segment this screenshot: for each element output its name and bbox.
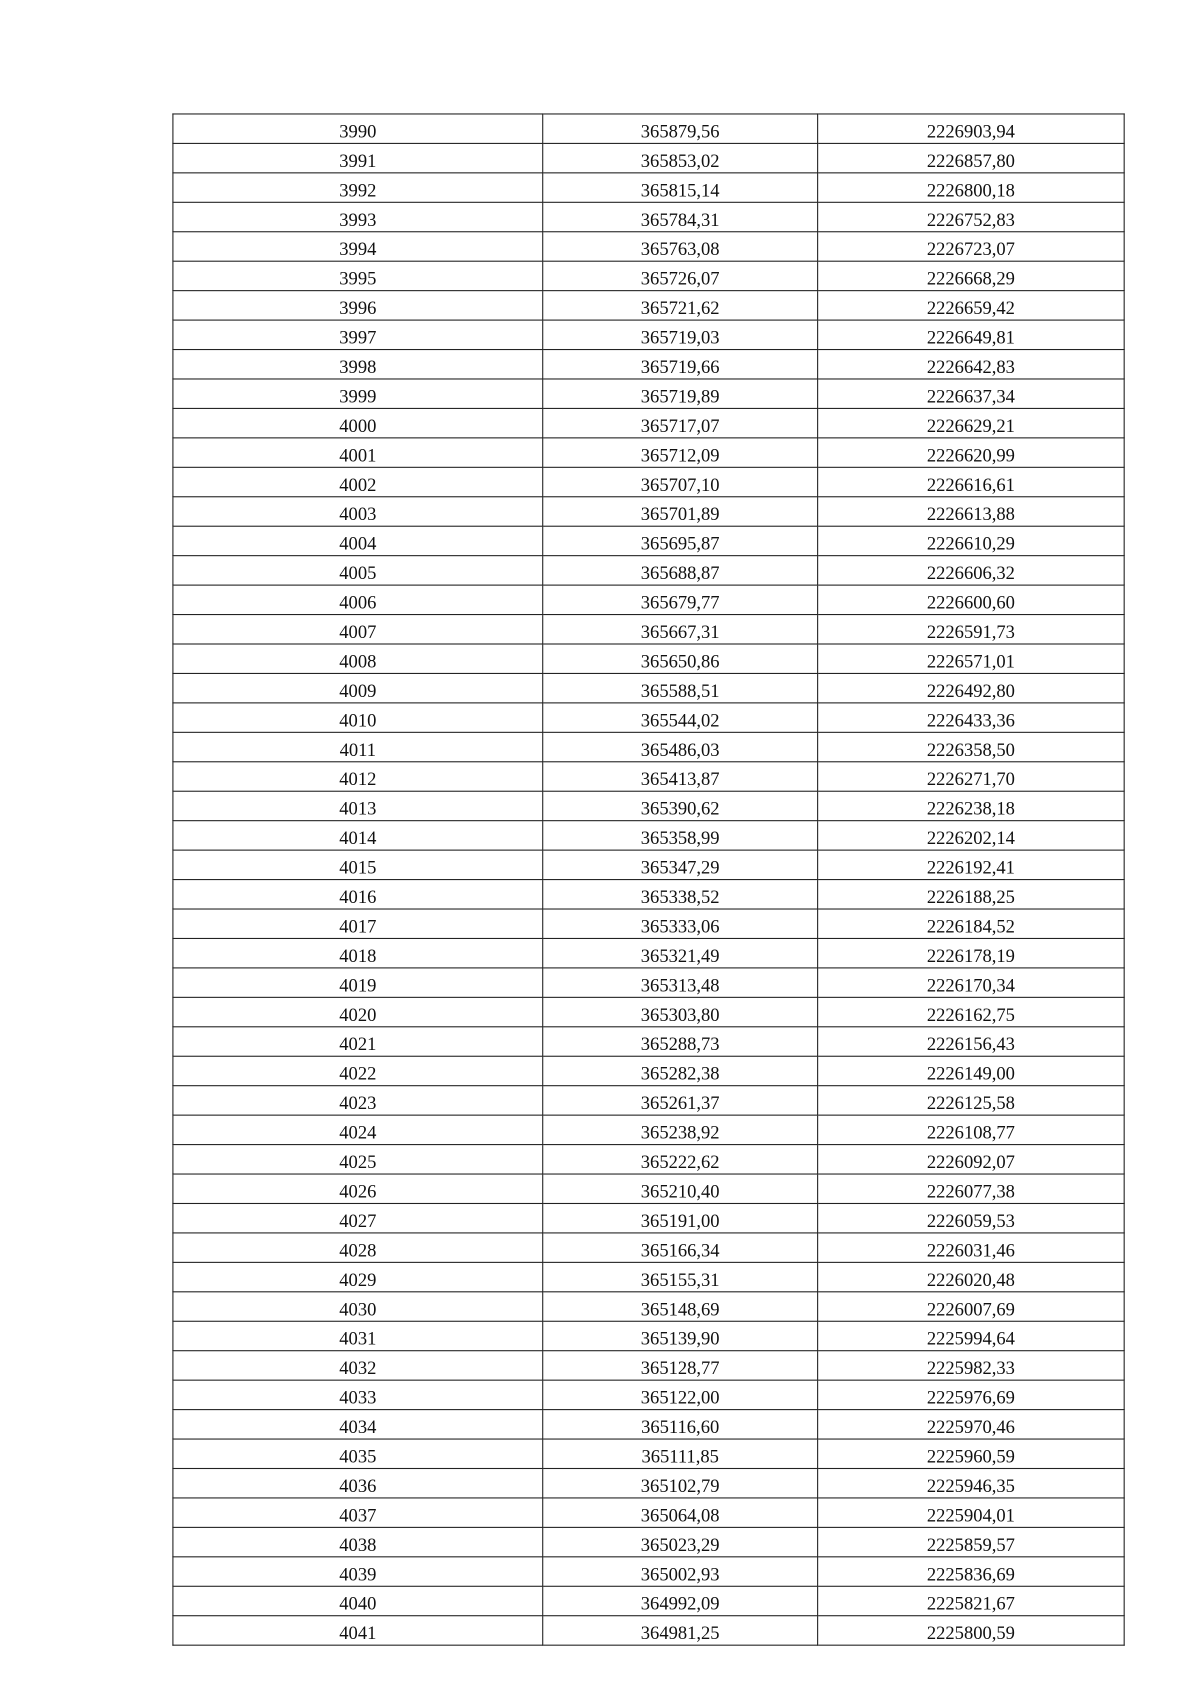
point-number-cell: 4017 xyxy=(173,909,543,938)
table-row xyxy=(173,497,1124,526)
y-coordinate-cell: 2226433,36 xyxy=(818,703,1125,732)
y-coordinate-cell: 2226184,52 xyxy=(818,909,1125,938)
point-number-cell: 4028 xyxy=(173,1233,543,1262)
y-coordinate-cell: 2225982,33 xyxy=(818,1351,1125,1380)
x-coordinate-cell: 365338,52 xyxy=(543,880,818,909)
y-coordinate-cell: 2226271,70 xyxy=(818,762,1125,791)
y-coordinate-cell: 2226162,75 xyxy=(818,997,1125,1026)
point-number-cell: 4027 xyxy=(173,1203,543,1232)
table-row xyxy=(173,938,1124,967)
x-coordinate-cell: 365853,02 xyxy=(543,143,818,172)
y-coordinate-cell: 2225976,69 xyxy=(818,1380,1125,1409)
y-coordinate-cell: 2226723,07 xyxy=(818,232,1125,261)
table-row xyxy=(173,1027,1124,1056)
x-coordinate-cell: 365333,06 xyxy=(543,909,818,938)
y-coordinate-cell: 2226649,81 xyxy=(818,320,1125,349)
table-row xyxy=(173,615,1124,644)
point-number-cell: 3997 xyxy=(173,320,543,349)
x-coordinate-cell: 365719,03 xyxy=(543,320,818,349)
x-coordinate-cell: 365166,34 xyxy=(543,1233,818,1262)
y-coordinate-cell: 2226156,43 xyxy=(818,1027,1125,1056)
y-coordinate-cell: 2226642,83 xyxy=(818,350,1125,379)
y-coordinate-cell: 2226149,00 xyxy=(818,1056,1125,1085)
y-coordinate-cell: 2226800,18 xyxy=(818,173,1125,202)
x-coordinate-cell: 365282,38 xyxy=(543,1056,818,1085)
x-coordinate-cell: 365102,79 xyxy=(543,1468,818,1497)
x-coordinate-cell: 365116,60 xyxy=(543,1410,818,1439)
point-number-cell: 3993 xyxy=(173,202,543,231)
y-coordinate-cell: 2226092,07 xyxy=(818,1145,1125,1174)
point-number-cell: 4001 xyxy=(173,438,543,467)
point-number-cell: 4026 xyxy=(173,1174,543,1203)
x-coordinate-cell: 365002,93 xyxy=(543,1557,818,1586)
x-coordinate-cell: 365413,87 xyxy=(543,762,818,791)
point-number-cell: 4000 xyxy=(173,408,543,437)
x-coordinate-cell: 365701,89 xyxy=(543,497,818,526)
point-number-cell: 4033 xyxy=(173,1380,543,1409)
y-coordinate-cell: 2226125,58 xyxy=(818,1086,1125,1115)
point-number-cell: 4004 xyxy=(173,526,543,555)
point-number-cell: 4019 xyxy=(173,968,543,997)
y-coordinate-cell: 2226591,73 xyxy=(818,615,1125,644)
x-coordinate-cell: 365544,02 xyxy=(543,703,818,732)
table-row xyxy=(173,291,1124,320)
y-coordinate-cell: 2226668,29 xyxy=(818,261,1125,290)
point-number-cell: 4012 xyxy=(173,762,543,791)
point-number-cell: 4031 xyxy=(173,1321,543,1350)
table-row xyxy=(173,1410,1124,1439)
x-coordinate-cell: 365313,48 xyxy=(543,968,818,997)
point-number-cell: 4006 xyxy=(173,585,543,614)
x-coordinate-cell: 365288,73 xyxy=(543,1027,818,1056)
table-row xyxy=(173,1321,1124,1350)
point-number-cell: 4023 xyxy=(173,1086,543,1115)
y-coordinate-cell: 2226629,21 xyxy=(818,408,1125,437)
y-coordinate-cell: 2226571,01 xyxy=(818,644,1125,673)
point-number-cell: 4020 xyxy=(173,997,543,1026)
x-coordinate-cell: 365717,07 xyxy=(543,408,818,437)
point-number-cell: 4030 xyxy=(173,1292,543,1321)
table-row xyxy=(173,232,1124,261)
table-row xyxy=(173,1527,1124,1556)
point-number-cell: 4034 xyxy=(173,1410,543,1439)
y-coordinate-cell: 2226600,60 xyxy=(818,585,1125,614)
table-row xyxy=(173,585,1124,614)
x-coordinate-cell: 365148,69 xyxy=(543,1292,818,1321)
y-coordinate-cell: 2226358,50 xyxy=(818,732,1125,761)
x-coordinate-cell: 365784,31 xyxy=(543,202,818,231)
x-coordinate-cell: 365390,62 xyxy=(543,791,818,820)
table-row xyxy=(173,114,1124,143)
point-number-cell: 4009 xyxy=(173,673,543,702)
table-row xyxy=(173,320,1124,349)
point-number-cell: 3995 xyxy=(173,261,543,290)
table-row xyxy=(173,1616,1124,1645)
x-coordinate-cell: 365719,89 xyxy=(543,379,818,408)
point-number-cell: 4013 xyxy=(173,791,543,820)
point-number-cell: 3990 xyxy=(173,114,543,143)
table-row xyxy=(173,1557,1124,1586)
point-number-cell: 4038 xyxy=(173,1527,543,1556)
x-coordinate-cell: 365763,08 xyxy=(543,232,818,261)
x-coordinate-cell: 365122,00 xyxy=(543,1380,818,1409)
coordinates-table xyxy=(172,113,1124,1645)
y-coordinate-cell: 2226202,14 xyxy=(818,821,1125,850)
table-row xyxy=(173,791,1124,820)
y-coordinate-cell: 2226616,61 xyxy=(818,467,1125,496)
point-number-cell: 4016 xyxy=(173,880,543,909)
y-coordinate-cell: 2226020,48 xyxy=(818,1262,1125,1291)
point-number-cell: 4005 xyxy=(173,556,543,585)
y-coordinate-cell: 2225970,46 xyxy=(818,1410,1125,1439)
x-coordinate-cell: 365191,00 xyxy=(543,1203,818,1232)
y-coordinate-cell: 2226613,88 xyxy=(818,497,1125,526)
y-coordinate-cell: 2226031,46 xyxy=(818,1233,1125,1262)
table-row xyxy=(173,173,1124,202)
table-row xyxy=(173,1086,1124,1115)
x-coordinate-cell: 365815,14 xyxy=(543,173,818,202)
point-number-cell: 3992 xyxy=(173,173,543,202)
point-number-cell: 4018 xyxy=(173,938,543,967)
y-coordinate-cell: 2225904,01 xyxy=(818,1498,1125,1527)
point-number-cell: 4040 xyxy=(173,1586,543,1615)
x-coordinate-cell: 365210,40 xyxy=(543,1174,818,1203)
point-number-cell: 4029 xyxy=(173,1262,543,1291)
table-row xyxy=(173,1439,1124,1468)
y-coordinate-cell: 2225821,67 xyxy=(818,1586,1125,1615)
x-coordinate-cell: 365667,31 xyxy=(543,615,818,644)
table-row xyxy=(173,350,1124,379)
table-row xyxy=(173,1174,1124,1203)
table-row xyxy=(173,762,1124,791)
y-coordinate-cell: 2226752,83 xyxy=(818,202,1125,231)
x-coordinate-cell: 365261,37 xyxy=(543,1086,818,1115)
point-number-cell: 3998 xyxy=(173,350,543,379)
y-coordinate-cell: 2226637,34 xyxy=(818,379,1125,408)
point-number-cell: 4024 xyxy=(173,1115,543,1144)
table-row xyxy=(173,408,1124,437)
table-row xyxy=(173,438,1124,467)
x-coordinate-cell: 365139,90 xyxy=(543,1321,818,1350)
y-coordinate-cell: 2225800,59 xyxy=(818,1616,1125,1645)
x-coordinate-cell: 364992,09 xyxy=(543,1586,818,1615)
table-row xyxy=(173,1586,1124,1615)
point-number-cell: 4002 xyxy=(173,467,543,496)
y-coordinate-cell: 2226606,32 xyxy=(818,556,1125,585)
point-number-cell: 4036 xyxy=(173,1468,543,1497)
table-row xyxy=(173,379,1124,408)
y-coordinate-cell: 2226188,25 xyxy=(818,880,1125,909)
x-coordinate-cell: 365358,99 xyxy=(543,821,818,850)
y-coordinate-cell: 2225836,69 xyxy=(818,1557,1125,1586)
point-number-cell: 3994 xyxy=(173,232,543,261)
table-row xyxy=(173,1498,1124,1527)
x-coordinate-cell: 365726,07 xyxy=(543,261,818,290)
table-row xyxy=(173,467,1124,496)
table-row xyxy=(173,1380,1124,1409)
table-row xyxy=(173,1351,1124,1380)
table-row xyxy=(173,1203,1124,1232)
point-number-cell: 4008 xyxy=(173,644,543,673)
table-row xyxy=(173,556,1124,585)
table-row xyxy=(173,850,1124,879)
x-coordinate-cell: 365303,80 xyxy=(543,997,818,1026)
table-row xyxy=(173,703,1124,732)
table-row xyxy=(173,1233,1124,1262)
x-coordinate-cell: 365347,29 xyxy=(543,850,818,879)
x-coordinate-cell: 365128,77 xyxy=(543,1351,818,1380)
point-number-cell: 3991 xyxy=(173,143,543,172)
table-row xyxy=(173,880,1124,909)
point-number-cell: 4037 xyxy=(173,1498,543,1527)
point-number-cell: 3999 xyxy=(173,379,543,408)
y-coordinate-cell: 2225946,35 xyxy=(818,1468,1125,1497)
point-number-cell: 4022 xyxy=(173,1056,543,1085)
table-row xyxy=(173,526,1124,555)
table-row xyxy=(173,644,1124,673)
x-coordinate-cell: 365712,09 xyxy=(543,438,818,467)
table-row xyxy=(173,1262,1124,1291)
table-row xyxy=(173,202,1124,231)
coordinates-table-body xyxy=(173,114,1124,1645)
table-row xyxy=(173,143,1124,172)
point-number-cell: 4014 xyxy=(173,821,543,850)
table-row xyxy=(173,1056,1124,1085)
point-number-cell: 4021 xyxy=(173,1027,543,1056)
table-row xyxy=(173,732,1124,761)
y-coordinate-cell: 2226659,42 xyxy=(818,291,1125,320)
y-coordinate-cell: 2226077,38 xyxy=(818,1174,1125,1203)
table-row xyxy=(173,1468,1124,1497)
x-coordinate-cell: 365064,08 xyxy=(543,1498,818,1527)
x-coordinate-cell: 365679,77 xyxy=(543,585,818,614)
point-number-cell: 4010 xyxy=(173,703,543,732)
table-row xyxy=(173,1115,1124,1144)
table-row xyxy=(173,909,1124,938)
y-coordinate-cell: 2226620,99 xyxy=(818,438,1125,467)
table-row xyxy=(173,261,1124,290)
y-coordinate-cell: 2226857,80 xyxy=(818,143,1125,172)
y-coordinate-cell: 2226059,53 xyxy=(818,1203,1125,1232)
point-number-cell: 4015 xyxy=(173,850,543,879)
x-coordinate-cell: 365486,03 xyxy=(543,732,818,761)
x-coordinate-cell: 365695,87 xyxy=(543,526,818,555)
x-coordinate-cell: 364981,25 xyxy=(543,1616,818,1645)
point-number-cell: 4041 xyxy=(173,1616,543,1645)
x-coordinate-cell: 365719,66 xyxy=(543,350,818,379)
x-coordinate-cell: 365721,62 xyxy=(543,291,818,320)
y-coordinate-cell: 2225960,59 xyxy=(818,1439,1125,1468)
x-coordinate-cell: 365155,31 xyxy=(543,1262,818,1291)
table-row xyxy=(173,997,1124,1026)
y-coordinate-cell: 2226108,77 xyxy=(818,1115,1125,1144)
point-number-cell: 4035 xyxy=(173,1439,543,1468)
point-number-cell: 4003 xyxy=(173,497,543,526)
y-coordinate-cell: 2226903,94 xyxy=(818,114,1125,143)
point-number-cell: 3996 xyxy=(173,291,543,320)
y-coordinate-cell: 2226170,34 xyxy=(818,968,1125,997)
point-number-cell: 4039 xyxy=(173,1557,543,1586)
x-coordinate-cell: 365588,51 xyxy=(543,673,818,702)
point-number-cell: 4032 xyxy=(173,1351,543,1380)
table-row xyxy=(173,673,1124,702)
y-coordinate-cell: 2225994,64 xyxy=(818,1321,1125,1350)
point-number-cell: 4007 xyxy=(173,615,543,644)
x-coordinate-cell: 365238,92 xyxy=(543,1115,818,1144)
y-coordinate-cell: 2226007,69 xyxy=(818,1292,1125,1321)
y-coordinate-cell: 2226238,18 xyxy=(818,791,1125,820)
y-coordinate-cell: 2226610,29 xyxy=(818,526,1125,555)
point-number-cell: 4025 xyxy=(173,1145,543,1174)
y-coordinate-cell: 2226178,19 xyxy=(818,938,1125,967)
table-row xyxy=(173,968,1124,997)
x-coordinate-cell: 365321,49 xyxy=(543,938,818,967)
y-coordinate-cell: 2226492,80 xyxy=(818,673,1125,702)
x-coordinate-cell: 365222,62 xyxy=(543,1145,818,1174)
x-coordinate-cell: 365111,85 xyxy=(543,1439,818,1468)
x-coordinate-cell: 365707,10 xyxy=(543,467,818,496)
y-coordinate-cell: 2226192,41 xyxy=(818,850,1125,879)
x-coordinate-cell: 365023,29 xyxy=(543,1527,818,1556)
point-number-cell: 4011 xyxy=(173,732,543,761)
table-row xyxy=(173,821,1124,850)
y-coordinate-cell: 2225859,57 xyxy=(818,1527,1125,1556)
x-coordinate-cell: 365879,56 xyxy=(543,114,818,143)
table-row xyxy=(173,1292,1124,1321)
x-coordinate-cell: 365688,87 xyxy=(543,556,818,585)
table-row xyxy=(173,1145,1124,1174)
x-coordinate-cell: 365650,86 xyxy=(543,644,818,673)
